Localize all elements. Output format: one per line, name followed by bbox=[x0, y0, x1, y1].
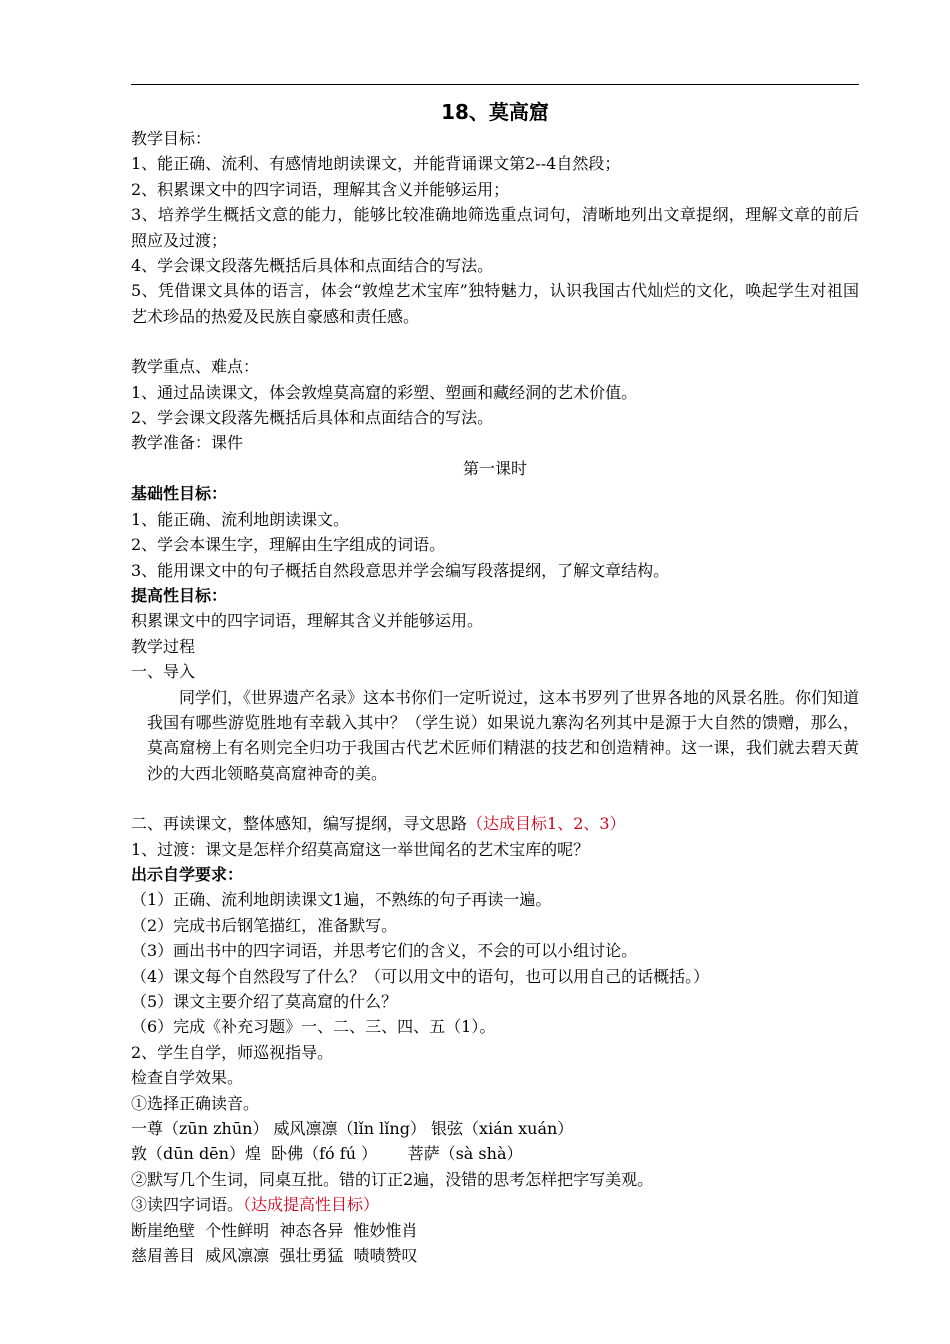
section-intro-heading: 一、导入 bbox=[131, 662, 196, 682]
key-points-heading: 教学重点、难点： bbox=[131, 357, 260, 377]
advanced-goal-text: 积累课文中的四字词语，理解其含义并能够运用。 bbox=[131, 611, 484, 631]
process-heading: 教学过程 bbox=[131, 636, 196, 656]
advanced-goals-heading: 提高性目标： bbox=[131, 585, 228, 605]
pronounce-line: 敦（dūn dēn）煌 卧佛（fó fú ） 菩萨（sà shà） bbox=[131, 1144, 523, 1164]
transition-text: 1、过渡：课文是怎样介绍莫高窟这一举世闻名的艺术宝库的呢？ bbox=[131, 839, 590, 859]
words-heading: ③读四字词语。 bbox=[131, 1195, 244, 1215]
goal-item: 5、凭借课文具体的语言，体会“敦煌艺术宝库”独特魅力，认识我国古代灿烂的文化，唤起学生对祖国艺术珍品的热爱及民族自豪感和责任感。 bbox=[131, 281, 859, 326]
goal-item: 3、培养学生概括文意的能力，能够比较准确地筛选重点词句，清晰地列出文章提纲，理解文章的前后照应及过渡； bbox=[131, 205, 859, 250]
spacer bbox=[131, 329, 859, 354]
self-study-item: （1）正确、流利地朗读课文1遍，不熟练的句子再读一遍。 bbox=[131, 890, 552, 910]
lesson-title: 第一课时 bbox=[462, 458, 527, 478]
basic-goal-item: 3、能用课文中的句子概括自然段意思并学会编写段落提纲，了解文章结构。 bbox=[131, 560, 670, 580]
dictation-text: ②默写几个生词，同桌互批。错的订正2遍，没错的思考怎样把字写美观。 bbox=[131, 1169, 654, 1189]
basic-goals-heading: 基础性目标： bbox=[131, 484, 228, 504]
basic-goal-item: 1、能正确、流利地朗读课文。 bbox=[131, 509, 350, 529]
words-heading-line bbox=[131, 1192, 859, 1217]
intro-paragraph: 同学们，《世界遗产名录》这本书你们一定听说过，这本书罗列了世界各地的风景名胜。你们知道我国有哪些游览胜地有幸载入其中？（学生说）如果说九寨沟名列其中是源于大自然的馈赠，那么，莫高窟榜上有名则完全归功于我国古代艺术匠师们精湛的技艺和创造精神。这一课，我们就去碧天黄沙的大西北领略莫高窟神奇的美。 bbox=[147, 687, 860, 783]
goal-item: 1、能正确、流利、有感情地朗读课文，并能背诵课文第2--4自然段； bbox=[131, 154, 621, 174]
teaching-prep: 教学准备：课件 bbox=[131, 433, 244, 453]
self-study-item: （6）完成《补充习题》一、二、三、四、五（1）。 bbox=[131, 1017, 496, 1037]
pronounce-line: 一尊（zūn zhūn） 威风凛凛（lǐn lǐng） 银弦（xián xuán） bbox=[131, 1119, 574, 1139]
words-target: （达成提高性目标） bbox=[243, 1195, 380, 1215]
section-reread-text: 二、再读课文，整体感知，编写提纲，寻文思路 bbox=[131, 814, 468, 834]
check-text: 检查自学效果。 bbox=[131, 1068, 244, 1088]
basic-goal-item: 2、学会本课生字，理解由生字组成的词语。 bbox=[131, 535, 446, 555]
words-line: 慈眉善目 威风凛凛 强壮勇猛 啧啧赞叹 bbox=[131, 1246, 418, 1266]
words-line: 断崖绝壁 个性鲜明 神态各异 惟妙惟肖 bbox=[131, 1220, 418, 1240]
self-study-item: （5）课文主要介绍了莫高窟的什么？ bbox=[131, 992, 398, 1011]
goal-item: 2、积累课文中的四字词语，理解其含义并能够运用； bbox=[131, 179, 510, 199]
header-rule bbox=[131, 84, 859, 85]
self-study-item: （4）课文每个自然段写了什么？（可以用文中的语句，也可以用自己的话概括。） bbox=[131, 966, 710, 986]
key-point-item: 1、通过品读课文，体会敦煌莫高窟的彩塑、塑画和藏经洞的艺术价值。 bbox=[131, 382, 638, 402]
spacer bbox=[131, 786, 859, 811]
section-reread-heading bbox=[131, 811, 859, 836]
section-reread-target: （达成目标1、2、3） bbox=[467, 814, 626, 834]
goals-heading: 教学目标： bbox=[131, 129, 212, 148]
page-title: 18、莫高窟 bbox=[441, 100, 549, 124]
self-study-item: （3）画出书中的四字词语，并思考它们的含义，不会的可以小组讨论。 bbox=[131, 941, 638, 961]
step-two-text: 2、学生自学，师巡视指导。 bbox=[131, 1042, 334, 1062]
self-study-heading: 出示自学要求： bbox=[131, 864, 244, 884]
self-study-item: （2）完成书后钢笔描红，准备默写。 bbox=[131, 915, 398, 935]
key-point-item: 2、学会课文段落先概括后具体和点面结合的写法。 bbox=[131, 408, 494, 428]
goal-item: 4、学会课文段落先概括后具体和点面结合的写法。 bbox=[131, 256, 494, 276]
document-page bbox=[131, 98, 859, 1268]
pronounce-heading: ①选择正确读音。 bbox=[131, 1093, 260, 1113]
